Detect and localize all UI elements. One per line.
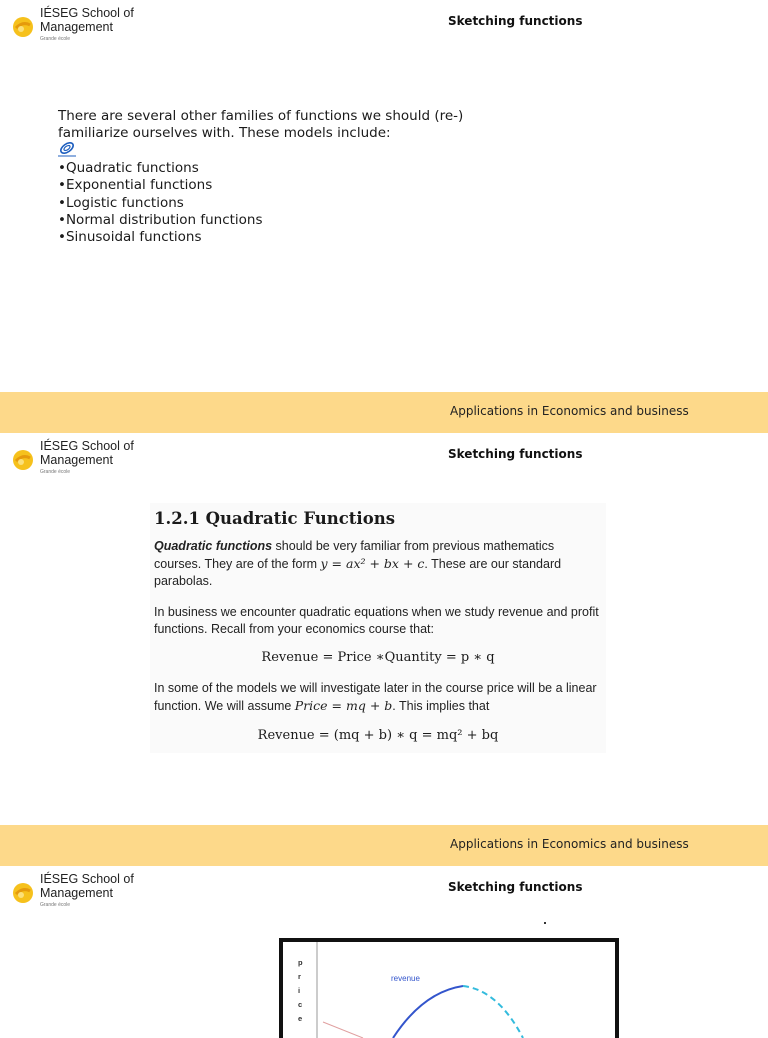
revenue-curve-solid [393, 986, 463, 1038]
brand-logo [12, 6, 162, 46]
footer-text: Applications in Economics and business [450, 837, 689, 851]
slide-title: Sketching functions [448, 880, 583, 894]
footer-text: Applications in Economics and business [450, 404, 689, 418]
brand-logo [12, 872, 162, 912]
revenue-curve-dashed [463, 986, 523, 1038]
list-item: •Normal distribution functions [58, 211, 263, 228]
paragraph-linear-price: In some of the models we will investigate later in the course price will be a linear function. We will assume Price = mq + b. This implies that [154, 681, 597, 713]
intro-text: There are several other families of functions we should (re-) familiarize ourselves with. These models include: [58, 108, 464, 141]
brand-name: IÉSEG School of Management [40, 439, 134, 467]
slide-title: Sketching functions [448, 447, 583, 461]
brand-sub: Grande école [40, 902, 71, 908]
revenue-graph [279, 938, 619, 1038]
list-item: •Exponential functions [58, 177, 213, 194]
list-item: •Sinusoidal functions [58, 229, 202, 246]
equation-quadratic-revenue: Revenue = (mq + b) ∗ q = mq² + bq [257, 728, 499, 743]
ieseg-logo-icon [12, 449, 34, 471]
attachment-icon[interactable] [58, 141, 76, 157]
stray-dot [544, 922, 546, 924]
slide-1-footer [0, 392, 768, 433]
brand-logo [12, 439, 162, 479]
textbook-excerpt [150, 503, 606, 753]
section-heading: 1.2.1 Quadratic Functions [154, 509, 395, 528]
curve-label-revenue: revenue [391, 974, 420, 983]
brand-name: IÉSEG School of Management [40, 6, 134, 34]
ieseg-logo-icon [12, 16, 34, 38]
slide-3 [0, 866, 768, 1024]
paragraph-revenue: In business we encounter quadratic equations when we study revenue and profit functions. Recall from your economics course that: [154, 605, 599, 636]
list-item: •Logistic functions [58, 194, 184, 211]
slide-1 [0, 0, 768, 392]
paragraph-definition: Quadratic functions should be very familiar from previous mathematics courses. They are of the form y = ax² + bx + c. These are our standard parabolas. [154, 539, 562, 588]
list-item: •Quadratic functions [58, 160, 199, 176]
brand-name: IÉSEG School of Management [40, 872, 134, 900]
brand-sub: Grande école [40, 469, 71, 475]
equation-revenue: Revenue = Price ∗Quantity = p ∗ q [261, 650, 495, 665]
slide-2 [0, 433, 768, 825]
function-list [58, 160, 263, 246]
slide-title: Sketching functions [448, 14, 583, 28]
ieseg-logo-icon [12, 882, 34, 904]
slide-2-footer [0, 825, 768, 866]
brand-sub: Grande école [40, 36, 71, 42]
axis-label-price: p r i c e [298, 958, 303, 1023]
